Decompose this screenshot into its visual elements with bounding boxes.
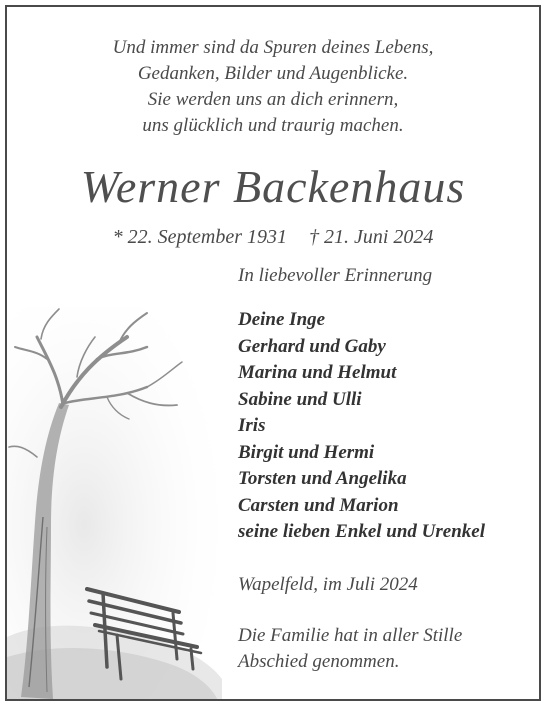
- tree-and-bench-sketch-icon: [7, 307, 227, 701]
- deceased-name: Werner Backenhaus: [80, 161, 466, 212]
- place-date: Wapelfeld, im Juli 2024: [238, 574, 418, 595]
- list-item: Gerhard und Gaby: [238, 335, 386, 357]
- poem-line: Und immer sind da Spuren deines Lebens,: [112, 37, 434, 58]
- list-item: Marina und Helmut: [238, 362, 397, 383]
- life-dates: [7, 223, 539, 251]
- closing-note: [238, 623, 462, 675]
- list-item: Birgit und Hermi: [238, 441, 375, 463]
- memory-line: In liebevoller Erinnerung: [238, 265, 433, 286]
- family-list: [238, 307, 485, 546]
- obituary-card: [5, 5, 541, 701]
- birth-date: * 22. September 1931: [112, 226, 287, 248]
- list-item: Deine Inge: [238, 309, 326, 330]
- death-date: † 21. Juni 2024: [308, 226, 434, 248]
- list-item: Sabine und Ulli: [238, 388, 362, 410]
- closing-line: Abschied genommen.: [238, 651, 400, 672]
- poem-line: uns glücklich und traurig machen.: [142, 115, 404, 136]
- poem: [7, 35, 539, 139]
- list-item: Iris: [238, 415, 266, 436]
- poem-line: Sie werden uns an dich erinnern,: [147, 89, 399, 110]
- list-item: Carsten und Marion: [238, 494, 399, 516]
- closing-line: Die Familie hat in aller Stille: [238, 625, 463, 646]
- poem-line: Gedanken, Bilder und Augenblicke.: [137, 63, 409, 84]
- list-item: Torsten und Angelika: [238, 468, 407, 489]
- list-item: seine lieben Enkel und Urenkel: [238, 521, 486, 542]
